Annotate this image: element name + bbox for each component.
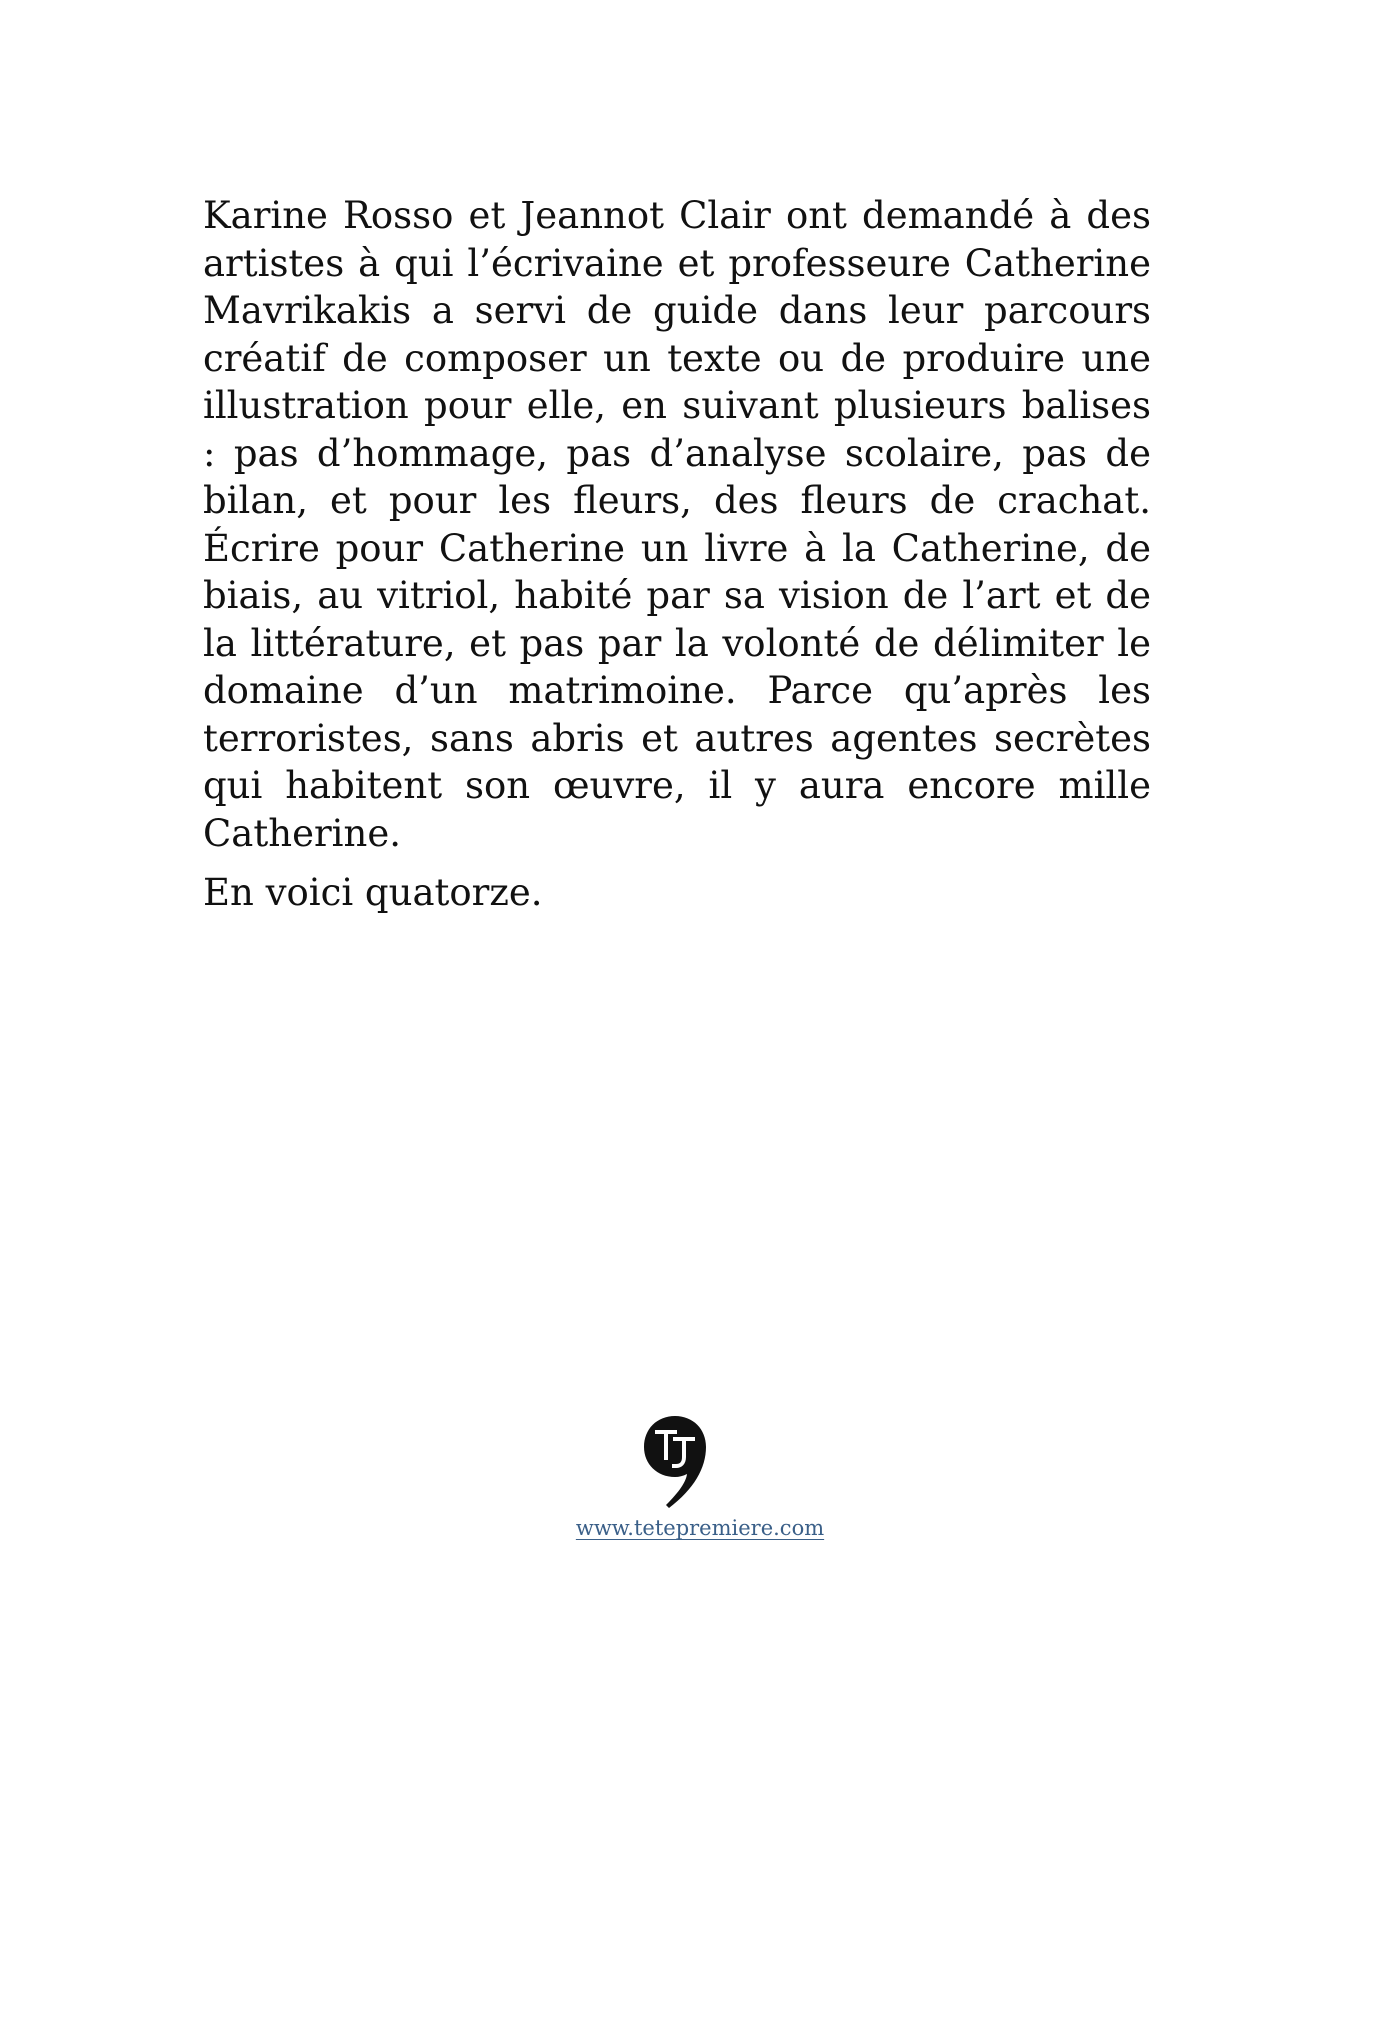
blurb-paragraph-1: Karine Rosso et Jeannot Clair ont demandé à des artistes à qui l’écrivaine et professeure Catherine Mavrikakis a servi de guide dans leur parcours créatif de composer un texte ou de produire une illustration pour elle, en suivant plusieurs balises : pas d’hommage, pas d’analyse scolaire, pas de bilan, et pour les fleurs, des fleurs de crachat. Écrire pour Catherine un livre à la Catherine, de biais, au vitriol, habité par sa vision de l’art et de la littérature, et pas par la volonté de délimiter le domaine d’un matrimoine. Parce qu’après les terroristes, sans abris et autres agentes secrètes qui habitent son œuvre, il y aura encore mille Catherine.: [203, 194, 1151, 855]
blurb-paragraph-2: En voici quatorze.: [203, 871, 543, 914]
blurb-text: [203, 192, 1151, 917]
website-link[interactable]: www.tetepremiere.com: [575, 1516, 825, 1540]
publisher-logo-icon: [642, 1414, 708, 1510]
publisher-website: [0, 1514, 1400, 1542]
